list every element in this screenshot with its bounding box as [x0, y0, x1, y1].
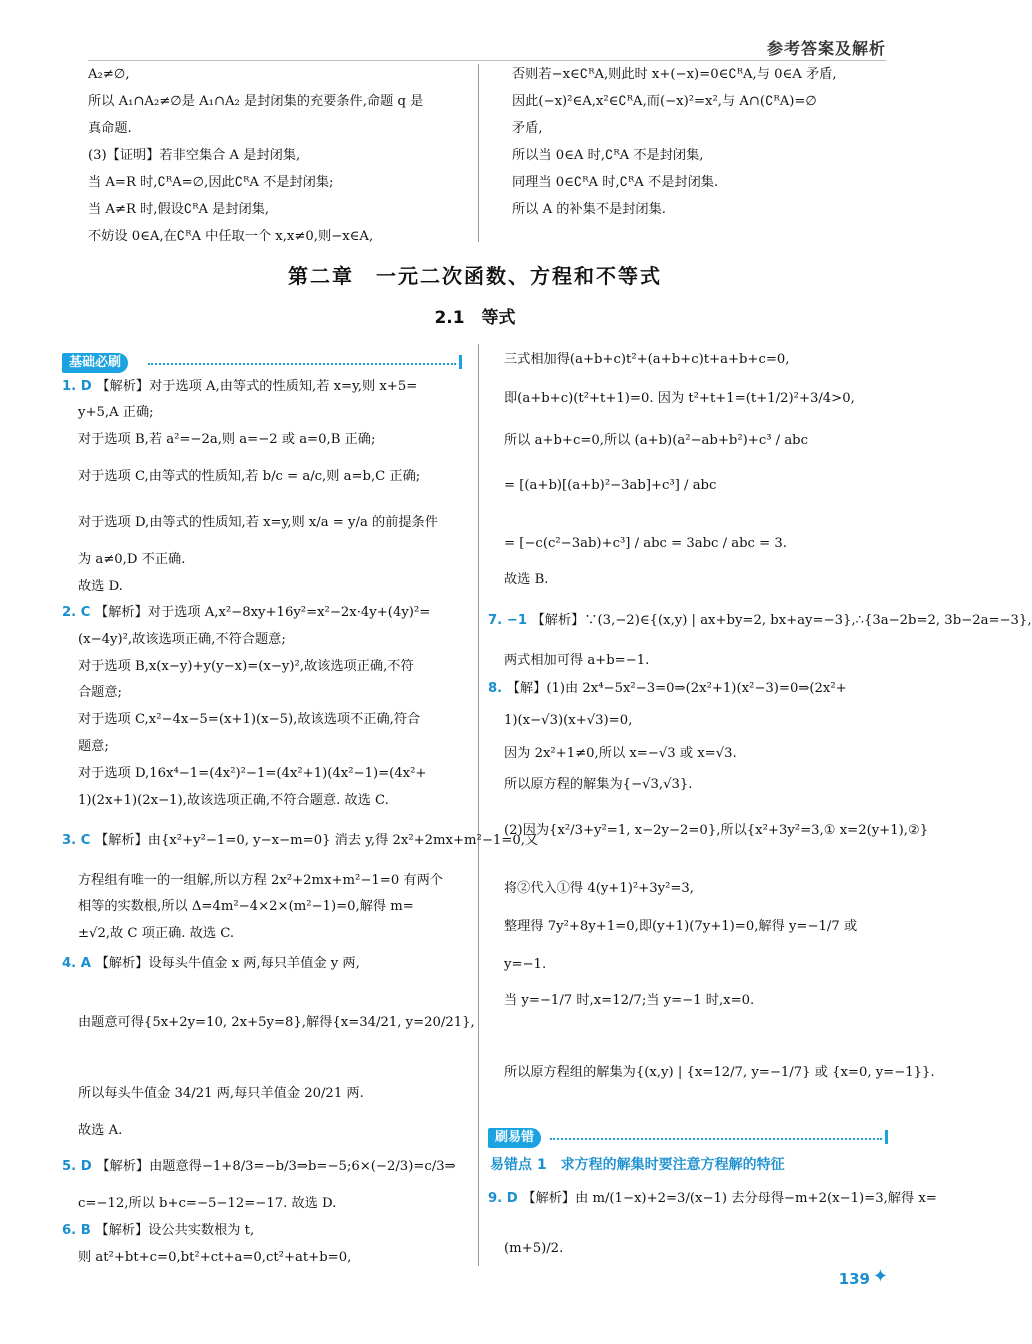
answer-text: ±√2,故 C 项正确. 故选 C.	[78, 926, 235, 941]
answer-text: 1)(x−√3)(x+√3)=0,	[504, 713, 633, 728]
answer-text: (x−4y)²,故该选项正确,不符合题意;	[78, 632, 286, 647]
answer-text: 所以原方程的解集为{−√3,√3}.	[504, 777, 693, 792]
basic-tag-bar	[62, 353, 462, 373]
answer-line	[78, 925, 234, 943]
question-number: 5. D	[62, 1159, 97, 1174]
answer-text: 相等的实数根,所以 Δ=4m²−4×2×(m²−1)=0,解得 m=	[78, 899, 414, 914]
answer-text: 对于选项 D,由等式的性质知,若 x=y,则 x/a = y/a 的前提条件	[78, 515, 438, 530]
answer-line	[78, 404, 154, 422]
answer-text: 对于选项 C,由等式的性质知,若 b/c = a/c,则 a=b,C 正确;	[78, 469, 421, 484]
answer-line	[78, 711, 420, 729]
answer-line	[62, 604, 430, 622]
answer-line	[62, 1158, 456, 1176]
answer-line	[504, 652, 649, 670]
answer-text: 【解析】由{x²+y²−1=0, y−x−m=0} 消去 y,得 2x²+2mx+m²−1=0,又	[95, 833, 539, 848]
text-line: 因此(−x)²∈A,x²∈∁ᴿA,而(−x)²=x²,与 A∩(∁ᴿA)=∅	[512, 94, 817, 109]
answer-line	[504, 535, 787, 553]
answer-text: 【解析】由题意得−1+8/3=−b/3⇒b=−5;6×(−2/3)=c/3⇒	[96, 1159, 456, 1174]
answer-line	[488, 680, 847, 698]
text-line: 所以当 0∈A 时,∁ᴿA 不是封闭集,	[512, 148, 704, 163]
answer-text: 整理得 7y²+8y+1=0,即(y+1)(7y+1)=0,解得 y=−1/7 或	[504, 919, 858, 934]
mistakes-tag-bar	[488, 1128, 888, 1148]
header-rule	[88, 60, 886, 61]
question-number: 7. −1	[488, 613, 532, 628]
answer-text: 【解析】∵(3,−2)∈{(x,y) | ax+by=2, bx+ay=−3},∴{3a−2b=2, 3b−2a=−3},	[531, 613, 1032, 628]
answer-line	[78, 872, 443, 890]
mistakes-tag: 刷易错	[488, 1128, 541, 1148]
answer-line	[504, 822, 928, 840]
text-line: A₂≠∅,	[88, 67, 130, 82]
answer-line	[488, 612, 1032, 630]
answer-line	[504, 745, 737, 763]
answer-line	[504, 432, 808, 450]
answer-text: 当 y=−1/7 时,x=12/7;当 y=−1 时,x=0.	[504, 993, 755, 1008]
answer-line	[504, 390, 855, 408]
answer-text: 故选 A.	[78, 1123, 123, 1138]
answer-line	[78, 631, 286, 649]
text-line: 真命题.	[88, 121, 132, 136]
question-number: 8.	[488, 681, 507, 696]
answer-line	[78, 658, 414, 676]
answer-text: 【解析】设每头牛值金 x 两,每只羊值金 y 两,	[95, 956, 360, 971]
chapter-title: 第二章 一元二次函数、方程和不等式	[288, 264, 662, 288]
basic-tag: 基础必刷	[62, 353, 128, 373]
mistake-point-heading: 易错点 1 求方程的解集时要注意方程解的特征	[490, 1157, 785, 1173]
text-line: 所以 A₁∩A₂≠∅是 A₁∩A₂ 是封闭集的充要条件,命题 q 是	[88, 94, 424, 109]
answer-text: y+5,A 正确;	[78, 405, 154, 420]
answer-line	[62, 378, 417, 396]
answer-line	[504, 992, 754, 1010]
answer-line	[62, 1222, 254, 1240]
answer-text: 两式相加可得 a+b=−1.	[504, 653, 650, 668]
answer-text: 所以每头牛值金 34/21 两,每只羊值金 20/21 两.	[78, 1086, 364, 1101]
column-divider-top	[478, 64, 479, 242]
answer-text: 【解】(1)由 2x⁴−5x²−3=0⇒(2x²+1)(x²−3)=0⇒(2x²+	[506, 681, 847, 696]
answer-text: 所以原方程组的解集为{(x,y) | {x=12/7, y=−1/7} 或 {x=0, y=−1}}.	[504, 1065, 935, 1080]
answer-line	[78, 1249, 351, 1267]
text-line: (3)【证明】若非空集合 A 是封闭集,	[88, 148, 301, 163]
answer-text: 即(a+b+c)(t²+t+1)=0. 因为 t²+t+1=(t+1/2)²+3/4>0,	[504, 391, 855, 406]
answer-text: 1)(2x+1)(2x−1),故该选项正确,不符合题意. 故选 C.	[78, 793, 389, 808]
answer-text: 对于选项 C,x²−4x−5=(x+1)(x−5),故该选项不正确,符合	[78, 712, 421, 727]
answer-text: 【解析】设公共实数根为 t,	[95, 1223, 255, 1238]
answer-line	[488, 1190, 937, 1208]
text-line: 矛盾,	[512, 121, 543, 136]
answer-text: 三式相加得(a+b+c)t²+(a+b+c)t+a+b+c=0,	[504, 352, 790, 367]
answer-text: c=−12,所以 b+c=−5−12=−17. 故选 D.	[78, 1196, 337, 1211]
text-line: 当 A=R 时,∁ᴿA=∅,因此∁ᴿA 不是封闭集;	[88, 175, 334, 190]
text-line: 不妨设 0∈A,在∁ᴿA 中任取一个 x,x≠0,则−x∈A,	[88, 229, 374, 244]
answer-line	[78, 431, 375, 449]
answer-text: 对于选项 B,若 a²=−2a,则 a=−2 或 a=0,B 正确;	[78, 432, 376, 447]
question-number: 6. B	[62, 1223, 96, 1238]
answer-line	[78, 578, 123, 596]
answer-text: 【解析】由 m/(1−x)+2=3/(x−1) 去分母得−m+2(x−1)=3,解得 x=	[522, 1191, 937, 1206]
answer-text: = [(a+b)[(a+b)²−3ab]+c³] / abc	[504, 478, 717, 493]
answer-line	[504, 1064, 935, 1082]
answer-text: 则 at²+bt+c=0,bt²+ct+a=0,ct²+at+b=0,	[78, 1250, 352, 1265]
answer-text: (m+5)/2.	[504, 1241, 564, 1256]
answer-line	[504, 880, 694, 898]
answer-line	[62, 832, 538, 850]
question-number: 3. C	[62, 833, 96, 848]
answer-line	[78, 738, 109, 756]
answer-line	[504, 918, 857, 936]
page-number: 139	[838, 1270, 870, 1288]
column-divider-main	[478, 344, 479, 1266]
question-number: 4. A	[62, 956, 96, 971]
answer-line	[504, 776, 693, 794]
question-number: 2. C	[62, 605, 96, 620]
answer-text: 对于选项 D,16x⁴−1=(4x²)²−1=(4x²+1)(4x²−1)=(4x²+	[78, 766, 427, 781]
answer-line	[78, 898, 414, 916]
text-line: 所以 A 的补集不是封闭集.	[512, 202, 666, 217]
page-header-title: 参考答案及解析	[766, 39, 886, 58]
answer-line	[78, 684, 122, 702]
answer-line	[78, 1195, 336, 1213]
answer-line	[78, 468, 420, 486]
answer-line	[78, 792, 389, 810]
answer-line	[78, 765, 426, 783]
answer-line	[504, 351, 790, 369]
answer-text: 【解析】对于选项 A,x²−8xy+16y²=x²−2x·4y+(4y)²=	[95, 605, 431, 620]
answer-line	[504, 956, 546, 974]
section-title: 2.1 等式	[434, 308, 516, 328]
answer-text: = [−c(c²−3ab)+c³] / abc = 3abc / abc = 3.	[504, 536, 787, 551]
answer-line	[504, 571, 548, 589]
answer-text: 由题意可得{5x+2y=10, 2x+5y=8},解得{x=34/21, y=20/21},	[78, 1015, 475, 1030]
answer-line	[504, 477, 716, 495]
answer-line	[78, 1085, 364, 1103]
answer-text: 合题意;	[78, 685, 123, 700]
question-number: 9. D	[488, 1191, 523, 1206]
text-line: 当 A≠R 时,假设∁ᴿA 是封闭集,	[88, 202, 270, 217]
answer-text: 【解析】对于选项 A,由等式的性质知,若 x=y,则 x+5=	[96, 379, 418, 394]
answer-line	[62, 955, 360, 973]
answer-line	[78, 1122, 122, 1140]
answer-text: 故选 B.	[504, 572, 549, 587]
answer-text: y=−1.	[504, 957, 547, 972]
answer-line	[78, 514, 438, 532]
answer-text: 故选 D.	[78, 579, 123, 594]
answer-text: 方程组有唯一的一组解,所以方程 2x²+2mx+m²−1=0 有两个	[78, 873, 443, 888]
answer-text: 为 a≠0,D 不正确.	[78, 552, 186, 567]
answer-text: 将②代入①得 4(y+1)²+3y²=3,	[504, 881, 694, 896]
answer-line	[78, 1014, 475, 1032]
star-icon: ✦	[872, 1266, 888, 1287]
answer-text: (2)因为{x²/3+y²=1, x−2y−2=0},所以{x²+3y²=3,① x=2(y+1),②}	[504, 823, 929, 838]
text-line: 同理当 0∈∁ᴿA 时,∁ᴿA 不是封闭集.	[512, 175, 719, 190]
text-line: 否则若−x∈∁ᴿA,则此时 x+(−x)=0∈∁ᴿA,与 0∈A 矛盾,	[512, 67, 837, 82]
question-number: 1. D	[62, 379, 97, 394]
answer-line	[504, 712, 632, 730]
answer-text: 因为 2x²+1≠0,所以 x=−√3 或 x=√3.	[504, 746, 737, 761]
answer-line	[504, 1240, 563, 1258]
answer-text: 所以 a+b+c=0,所以 (a+b)(a²−ab+b²)+c³ / abc	[504, 433, 809, 448]
answer-text: 题意;	[78, 739, 109, 754]
answer-text: 对于选项 B,x(x−y)+y(y−x)=(x−y)²,故该选项正确,不符	[78, 659, 414, 674]
answer-line	[78, 551, 185, 569]
